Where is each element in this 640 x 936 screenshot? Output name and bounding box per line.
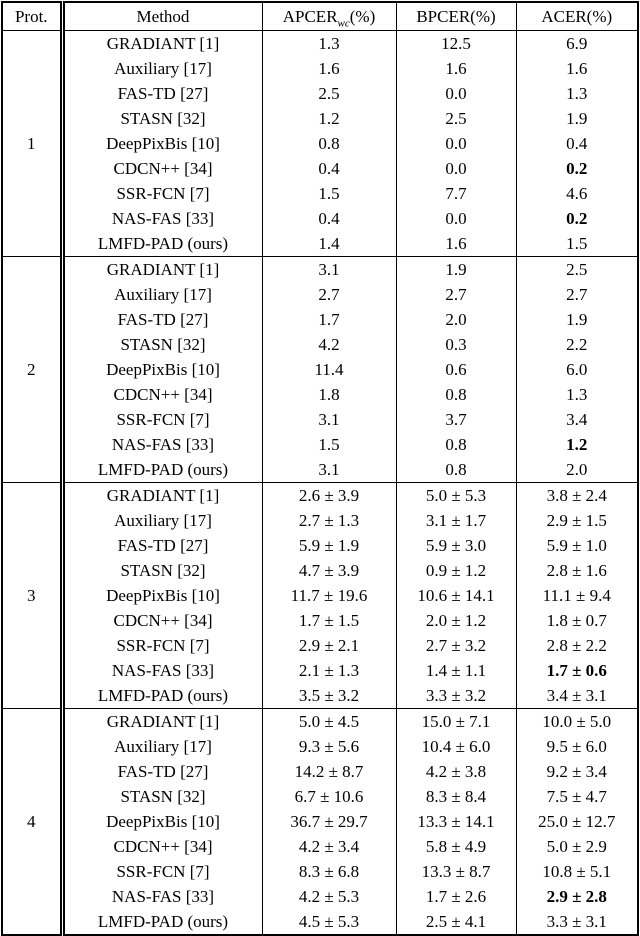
- method-cell: DeepPixBis [10]: [62, 357, 262, 382]
- method-cell: SSR-FCN [7]: [62, 181, 262, 206]
- bpcer-cell: 13.3 ± 8.7: [396, 859, 516, 884]
- method-cell: Auxiliary [17]: [62, 508, 262, 533]
- acer-cell: 11.1 ± 9.4: [542, 586, 611, 605]
- table-row: [2, 658, 638, 683]
- apcer-cell: 1.8: [262, 382, 396, 407]
- bpcer-cell: 0.0: [396, 206, 516, 231]
- method-cell: GRADIANT [1]: [62, 709, 262, 735]
- table-body: [2, 31, 638, 936]
- apcer-label: APCER: [282, 7, 338, 26]
- bpcer-cell: 0.0: [396, 81, 516, 106]
- apcer-cell: 11.4: [262, 357, 396, 382]
- method-cell: LMFD-PAD (ours): [62, 457, 262, 483]
- apcer-cell: 2.7: [262, 282, 396, 307]
- acer-cell: 0.4: [566, 134, 588, 153]
- acer-cell: 3.4 ± 3.1: [546, 686, 607, 705]
- table-row: [2, 282, 638, 307]
- table-row: [2, 131, 638, 156]
- table-row: [2, 181, 638, 206]
- method-cell: Auxiliary [17]: [62, 734, 262, 759]
- table-row: [2, 483, 638, 509]
- method-cell: FAS-TD [27]: [62, 307, 262, 332]
- table-row: [2, 31, 638, 57]
- bpcer-cell: 1.4 ± 1.1: [396, 658, 516, 683]
- method-cell: SSR-FCN [7]: [62, 633, 262, 658]
- bpcer-cell: 2.7 ± 3.2: [396, 633, 516, 658]
- table-row: [2, 106, 638, 131]
- bpcer-cell: 1.6: [396, 56, 516, 81]
- table-row: [2, 633, 638, 658]
- acer-cell: 9.5 ± 6.0: [546, 737, 607, 756]
- method-cell: CDCN++ [34]: [62, 834, 262, 859]
- bpcer-cell: 0.8: [396, 432, 516, 457]
- acer-cell: 7.5 ± 4.7: [546, 787, 607, 806]
- method-cell: NAS-FAS [33]: [62, 432, 262, 457]
- method-cell: CDCN++ [34]: [62, 382, 262, 407]
- table-row: [2, 432, 638, 457]
- apcer-cell: 6.7 ± 10.6: [262, 784, 396, 809]
- protocol-label: 3: [2, 483, 62, 709]
- protocol-label: 4: [2, 709, 62, 936]
- bpcer-cell: 5.0 ± 5.3: [396, 483, 516, 509]
- method-cell: LMFD-PAD (ours): [62, 909, 262, 935]
- method-cell: Auxiliary [17]: [62, 282, 262, 307]
- apcer-cell: 1.5: [262, 181, 396, 206]
- acer-cell: 3.3 ± 3.1: [546, 912, 607, 931]
- acer-cell: 2.0: [566, 460, 588, 479]
- apcer-cell: 2.5: [262, 81, 396, 106]
- bpcer-cell: 1.6: [396, 231, 516, 257]
- bpcer-cell: 2.7: [396, 282, 516, 307]
- apcer-cell: 36.7 ± 29.7: [262, 809, 396, 834]
- acer-cell: 2.7: [566, 285, 588, 304]
- col-header-protocol: Prot.: [2, 2, 62, 31]
- method-cell: CDCN++ [34]: [62, 156, 262, 181]
- bpcer-cell: 4.2 ± 3.8: [396, 759, 516, 784]
- table-row: [2, 508, 638, 533]
- table-row: [2, 583, 638, 608]
- acer-cell: 1.6: [566, 59, 588, 78]
- acer-cell: 1.3: [566, 84, 588, 103]
- table-row: [2, 759, 638, 784]
- apcer-cell: 2.9 ± 2.1: [262, 633, 396, 658]
- apcer-cell: 3.1: [262, 407, 396, 432]
- bpcer-cell: 1.9: [396, 257, 516, 283]
- bpcer-cell: 3.1 ± 1.7: [396, 508, 516, 533]
- bpcer-cell: 7.7: [396, 181, 516, 206]
- apcer-cell: 1.6: [262, 56, 396, 81]
- apcer-cell: 3.1: [262, 257, 396, 283]
- col-header-acer: ACER(%): [516, 2, 638, 31]
- method-cell: SSR-FCN [7]: [62, 407, 262, 432]
- acer-cell: 0.2: [566, 209, 588, 228]
- apcer-cell: 4.5 ± 5.3: [262, 909, 396, 935]
- acer-cell: 3.8 ± 2.4: [516, 483, 638, 509]
- table-row: [2, 206, 638, 231]
- method-cell: DeepPixBis [10]: [62, 131, 262, 156]
- method-cell: GRADIANT [1]: [62, 31, 262, 57]
- bpcer-cell: 2.5: [396, 106, 516, 131]
- acer-cell: 9.2 ± 3.4: [546, 762, 607, 781]
- apcer-subscript: wc: [337, 17, 350, 30]
- bpcer-cell: 3.7: [396, 407, 516, 432]
- apcer-cell: 8.3 ± 6.8: [262, 859, 396, 884]
- acer-cell: 2.8 ± 1.6: [546, 561, 607, 580]
- protocol-label: 2: [2, 257, 62, 483]
- acer-cell: 1.9: [566, 310, 588, 329]
- acer-cell: 1.5: [566, 234, 588, 253]
- bpcer-cell: 10.4 ± 6.0: [396, 734, 516, 759]
- bpcer-cell: 1.7 ± 2.6: [396, 884, 516, 909]
- table-row: [2, 558, 638, 583]
- apcer-cell: 1.5: [262, 432, 396, 457]
- table-row: [2, 859, 638, 884]
- method-cell: SSR-FCN [7]: [62, 859, 262, 884]
- method-cell: STASN [32]: [62, 558, 262, 583]
- apcer-cell: 3.5 ± 3.2: [262, 683, 396, 709]
- acer-cell: 5.9 ± 1.0: [546, 536, 607, 555]
- method-cell: GRADIANT [1]: [62, 483, 262, 509]
- bpcer-cell: 0.9 ± 1.2: [396, 558, 516, 583]
- table-row: [2, 257, 638, 283]
- apcer-unit: (%): [349, 7, 376, 26]
- bpcer-cell: 5.9 ± 3.0: [396, 533, 516, 558]
- table-row: [2, 909, 638, 935]
- apcer-cell: 5.9 ± 1.9: [262, 533, 396, 558]
- table-row: [2, 608, 638, 633]
- apcer-cell: 9.3 ± 5.6: [262, 734, 396, 759]
- col-header-method: Method: [62, 2, 262, 31]
- acer-cell: 3.4: [566, 410, 588, 429]
- acer-cell: 10.0 ± 5.0: [516, 709, 638, 735]
- apcer-cell: 1.3: [262, 31, 396, 57]
- acer-cell: 2.2: [566, 335, 588, 354]
- table-row: [2, 533, 638, 558]
- apcer-cell: 2.7 ± 1.3: [262, 508, 396, 533]
- acer-cell: 2.9 ± 1.5: [546, 511, 607, 530]
- apcer-cell: 4.2: [262, 332, 396, 357]
- results-table: [1, 1, 639, 936]
- method-cell: NAS-FAS [33]: [62, 206, 262, 231]
- apcer-cell: 0.4: [262, 206, 396, 231]
- apcer-cell: 1.4: [262, 231, 396, 257]
- table-row: [2, 357, 638, 382]
- acer-cell: 1.9: [566, 109, 588, 128]
- bpcer-cell: 10.6 ± 14.1: [396, 583, 516, 608]
- table-row: [2, 307, 638, 332]
- apcer-cell: 2.1 ± 1.3: [262, 658, 396, 683]
- method-cell: LMFD-PAD (ours): [62, 683, 262, 709]
- table-row: [2, 784, 638, 809]
- bpcer-cell: 2.5 ± 4.1: [396, 909, 516, 935]
- acer-cell: 25.0 ± 12.7: [538, 812, 616, 831]
- method-cell: STASN [32]: [62, 784, 262, 809]
- method-cell: Auxiliary [17]: [62, 56, 262, 81]
- acer-cell: 1.8 ± 0.7: [546, 611, 607, 630]
- table-row: [2, 56, 638, 81]
- apcer-cell: 4.2 ± 3.4: [262, 834, 396, 859]
- acer-cell: 1.2: [566, 435, 588, 454]
- acer-cell: 5.0 ± 2.9: [546, 837, 607, 856]
- apcer-cell: 11.7 ± 19.6: [262, 583, 396, 608]
- method-cell: DeepPixBis [10]: [62, 809, 262, 834]
- bpcer-cell: 0.0: [396, 156, 516, 181]
- method-cell: NAS-FAS [33]: [62, 884, 262, 909]
- col-header-bpcer: BPCER(%): [396, 2, 516, 31]
- table-row: [2, 332, 638, 357]
- bpcer-cell: 2.0: [396, 307, 516, 332]
- apcer-cell: 14.2 ± 8.7: [262, 759, 396, 784]
- apcer-cell: 5.0 ± 4.5: [262, 709, 396, 735]
- table-row: [2, 709, 638, 735]
- acer-cell: 1.3: [566, 385, 588, 404]
- acer-cell: 10.8 ± 5.1: [542, 862, 612, 881]
- table-row: [2, 231, 638, 257]
- method-cell: DeepPixBis [10]: [62, 583, 262, 608]
- apcer-cell: 3.1: [262, 457, 396, 483]
- apcer-cell: 1.2: [262, 106, 396, 131]
- table-row: [2, 834, 638, 859]
- protocol-label: 1: [2, 31, 62, 257]
- table-header: [2, 2, 638, 31]
- method-cell: GRADIANT [1]: [62, 257, 262, 283]
- method-cell: LMFD-PAD (ours): [62, 231, 262, 257]
- bpcer-cell: 0.3: [396, 332, 516, 357]
- table-row: [2, 884, 638, 909]
- method-cell: FAS-TD [27]: [62, 81, 262, 106]
- bpcer-cell: 2.0 ± 1.2: [396, 608, 516, 633]
- table-row: [2, 734, 638, 759]
- acer-cell: 4.6: [566, 184, 588, 203]
- method-cell: STASN [32]: [62, 332, 262, 357]
- bpcer-cell: 15.0 ± 7.1: [396, 709, 516, 735]
- method-cell: NAS-FAS [33]: [62, 658, 262, 683]
- bpcer-cell: 5.8 ± 4.9: [396, 834, 516, 859]
- acer-cell: 6.9: [566, 34, 588, 53]
- apcer-cell: 4.2 ± 5.3: [262, 884, 396, 909]
- bpcer-cell: 0.8: [396, 382, 516, 407]
- table-row: [2, 156, 638, 181]
- apcer-cell: 2.6 ± 3.9: [262, 483, 396, 509]
- method-cell: FAS-TD [27]: [62, 759, 262, 784]
- acer-cell: 2.9 ± 2.8: [546, 887, 607, 906]
- acer-cell: 0.2: [566, 159, 588, 178]
- bpcer-cell: 0.8: [396, 457, 516, 483]
- header-row: [2, 2, 638, 31]
- table-row: [2, 81, 638, 106]
- bpcer-cell: 12.5: [396, 31, 516, 57]
- acer-cell: 2.5: [516, 257, 638, 283]
- bpcer-cell: 0.0: [396, 131, 516, 156]
- acer-cell: 6.0: [566, 360, 588, 379]
- bpcer-cell: 13.3 ± 14.1: [396, 809, 516, 834]
- apcer-cell: 0.4: [262, 156, 396, 181]
- apcer-cell: 4.7 ± 3.9: [262, 558, 396, 583]
- table-row: [2, 457, 638, 483]
- col-header-apcer: [262, 2, 396, 31]
- method-cell: FAS-TD [27]: [62, 533, 262, 558]
- table-row: [2, 407, 638, 432]
- acer-cell: 1.7 ± 0.6: [546, 661, 607, 680]
- bpcer-cell: 3.3 ± 3.2: [396, 683, 516, 709]
- method-cell: STASN [32]: [62, 106, 262, 131]
- table-row: [2, 683, 638, 709]
- method-cell: CDCN++ [34]: [62, 608, 262, 633]
- acer-cell: 2.8 ± 2.2: [546, 636, 607, 655]
- apcer-cell: 1.7: [262, 307, 396, 332]
- apcer-cell: 1.7 ± 1.5: [262, 608, 396, 633]
- table-row: [2, 809, 638, 834]
- apcer-cell: 0.8: [262, 131, 396, 156]
- bpcer-cell: 0.6: [396, 357, 516, 382]
- bpcer-cell: 8.3 ± 8.4: [396, 784, 516, 809]
- table-row: [2, 382, 638, 407]
